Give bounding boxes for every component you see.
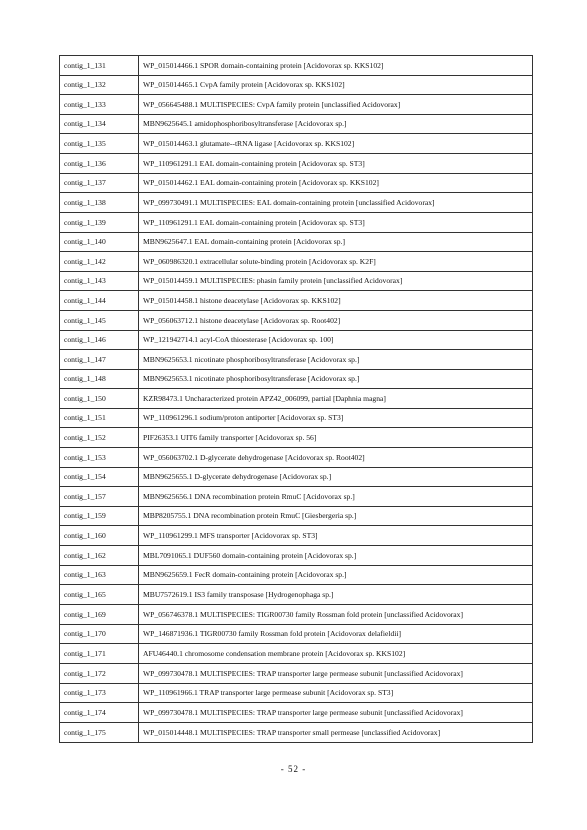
protein-description-cell: MBP8205755.1 DNA recombination protein RmuC [Giesbergeria sp.] — [139, 506, 533, 526]
contig-id-cell: contig_1_137 — [60, 173, 139, 193]
contig-id-cell: contig_1_151 — [60, 408, 139, 428]
contig-id-cell: contig_1_133 — [60, 95, 139, 115]
table-row — [60, 448, 533, 468]
protein-description-cell: MBN9625653.1 nicotinate phosphoribosyltransferase [Acidovorax sp.] — [139, 350, 533, 370]
table-row — [60, 232, 533, 252]
contig-id-cell: contig_1_147 — [60, 350, 139, 370]
contig-id-cell: contig_1_169 — [60, 604, 139, 624]
protein-description-cell: WP_056746378.1 MULTISPECIES: TIGR00730 family Rossman fold protein [unclassified Acidovorax] — [139, 604, 533, 624]
table-row — [60, 75, 533, 95]
table-row — [60, 487, 533, 507]
contig-id-cell: contig_1_140 — [60, 232, 139, 252]
contig-id-cell: contig_1_159 — [60, 506, 139, 526]
table-row — [60, 350, 533, 370]
contig-id-cell: contig_1_157 — [60, 487, 139, 507]
table-row — [60, 173, 533, 193]
contig-id-cell: contig_1_131 — [60, 56, 139, 76]
protein-description-cell: WP_110961291.1 EAL domain-containing protein [Acidovorax sp. ST3] — [139, 153, 533, 173]
table-row — [60, 604, 533, 624]
contig-id-cell: contig_1_148 — [60, 369, 139, 389]
contig-id-cell: contig_1_173 — [60, 683, 139, 703]
table-row — [60, 428, 533, 448]
table-row — [60, 153, 533, 173]
protein-description-cell: WP_015014463.1 glutamate--tRNA ligase [Acidovorax sp. KKS102] — [139, 134, 533, 154]
table-row — [60, 369, 533, 389]
contig-id-cell: contig_1_160 — [60, 526, 139, 546]
table-row — [60, 271, 533, 291]
table-row — [60, 114, 533, 134]
protein-description-cell: WP_015014459.1 MULTISPECIES: phasin family protein [unclassified Acidovorax] — [139, 271, 533, 291]
table-row — [60, 252, 533, 272]
contig-id-cell: contig_1_138 — [60, 193, 139, 213]
protein-description-cell: AFU46440.1 chromosome condensation membrane protein [Acidovorax sp. KKS102] — [139, 644, 533, 664]
protein-description-cell: WP_099730491.1 MULTISPECIES: EAL domain-containing protein [unclassified Acidovorax] — [139, 193, 533, 213]
contig-id-cell: contig_1_153 — [60, 448, 139, 468]
table-row — [60, 310, 533, 330]
contig-id-cell: contig_1_163 — [60, 565, 139, 585]
table-row — [60, 723, 533, 743]
protein-description-cell: WP_110961299.1 MFS transporter [Acidovorax sp. ST3] — [139, 526, 533, 546]
table-row — [60, 389, 533, 409]
table-row — [60, 546, 533, 566]
contig-id-cell: contig_1_174 — [60, 703, 139, 723]
contig-id-cell: contig_1_165 — [60, 585, 139, 605]
protein-description-cell: MBN9625656.1 DNA recombination protein RmuC [Acidovorax sp.] — [139, 487, 533, 507]
contig-id-cell: contig_1_136 — [60, 153, 139, 173]
contig-id-cell: contig_1_145 — [60, 310, 139, 330]
table-row — [60, 291, 533, 311]
contig-id-cell: contig_1_132 — [60, 75, 139, 95]
table-row — [60, 95, 533, 115]
table-body — [60, 56, 533, 743]
table-row — [60, 134, 533, 154]
table-row — [60, 193, 533, 213]
page-number: - 52 - — [280, 764, 307, 774]
table-row — [60, 624, 533, 644]
contig-id-cell: contig_1_150 — [60, 389, 139, 409]
protein-description-cell: MBN9625647.1 EAL domain-containing protein [Acidovorax sp.] — [139, 232, 533, 252]
protein-description-cell: WP_146871936.1 TIGR00730 family Rossman fold protein [Acidovorax delafieldii] — [139, 624, 533, 644]
contig-id-cell: contig_1_154 — [60, 467, 139, 487]
protein-description-cell: MBU7572619.1 IS3 family transposase [Hydrogenophaga sp.] — [139, 585, 533, 605]
protein-description-cell: MBN9625645.1 amidophosphoribosyltransferase [Acidovorax sp.] — [139, 114, 533, 134]
protein-description-cell: WP_056063702.1 D-glycerate dehydrogenase [Acidovorax sp. Root402] — [139, 448, 533, 468]
table-row — [60, 585, 533, 605]
contig-id-cell: contig_1_144 — [60, 291, 139, 311]
protein-description-cell: WP_110961296.1 sodium/proton antiporter [Acidovorax sp. ST3] — [139, 408, 533, 428]
protein-description-cell: WP_056645488.1 MULTISPECIES: CvpA family protein [unclassified Acidovorax] — [139, 95, 533, 115]
protein-description-cell: WP_110961966.1 TRAP transporter large permease subunit [Acidovorax sp. ST3] — [139, 683, 533, 703]
protein-description-cell: WP_015014465.1 CvpA family protein [Acidovorax sp. KKS102] — [139, 75, 533, 95]
contig-id-cell: contig_1_175 — [60, 723, 139, 743]
protein-description-cell: MBN9625655.1 D-glycerate dehydrogenase [Acidovorax sp.] — [139, 467, 533, 487]
table-row — [60, 212, 533, 232]
table-row — [60, 526, 533, 546]
table-row — [60, 506, 533, 526]
protein-description-cell: WP_015014462.1 EAL domain-containing protein [Acidovorax sp. KKS102] — [139, 173, 533, 193]
protein-description-cell: WP_121942714.1 acyl-CoA thioesterase [Acidovorax sp. 100] — [139, 330, 533, 350]
contig-id-cell: contig_1_134 — [60, 114, 139, 134]
contig-id-cell: contig_1_139 — [60, 212, 139, 232]
table-row — [60, 683, 533, 703]
protein-description-cell: KZR98473.1 Uncharacterized protein APZ42_006099, partial [Daphnia magna] — [139, 389, 533, 409]
table-row — [60, 663, 533, 683]
protein-description-cell: PIF26353.1 UIT6 family transporter [Acidovorax sp. 56] — [139, 428, 533, 448]
contig-id-cell: contig_1_146 — [60, 330, 139, 350]
contig-id-cell: contig_1_142 — [60, 252, 139, 272]
protein-description-cell: WP_015014458.1 histone deacetylase [Acidovorax sp. KKS102] — [139, 291, 533, 311]
contig-id-cell: contig_1_171 — [60, 644, 139, 664]
table-row — [60, 56, 533, 76]
contig-id-cell: contig_1_152 — [60, 428, 139, 448]
contig-id-cell: contig_1_135 — [60, 134, 139, 154]
protein-description-cell: WP_056063712.1 histone deacetylase [Acidovorax sp. Root402] — [139, 310, 533, 330]
table-row — [60, 565, 533, 585]
table-row — [60, 467, 533, 487]
protein-description-cell: WP_015014466.1 SPOR domain-containing protein [Acidovorax sp. KKS102] — [139, 56, 533, 76]
protein-description-cell: MBN9625659.1 FecR domain-containing protein [Acidovorax sp.] — [139, 565, 533, 585]
contig-id-cell: contig_1_162 — [60, 546, 139, 566]
contig-id-cell: contig_1_143 — [60, 271, 139, 291]
protein-description-cell: WP_099730478.1 MULTISPECIES: TRAP transporter large permease subunit [unclassified Acidovorax] — [139, 703, 533, 723]
protein-description-cell: MBN9625653.1 nicotinate phosphoribosyltransferase [Acidovorax sp.] — [139, 369, 533, 389]
contig-id-cell: contig_1_172 — [60, 663, 139, 683]
contig-id-cell: contig_1_170 — [60, 624, 139, 644]
table-row — [60, 644, 533, 664]
gene-annotation-table — [59, 55, 533, 743]
protein-description-cell: WP_099730478.1 MULTISPECIES: TRAP transporter large permease subunit [unclassified Acidovorax] — [139, 663, 533, 683]
protein-description-cell: WP_060986320.1 extracellular solute-binding protein [Acidovorax sp. K2F] — [139, 252, 533, 272]
protein-description-cell: WP_110961291.1 EAL domain-containing protein [Acidovorax sp. ST3] — [139, 212, 533, 232]
protein-description-cell: MBL7091065.1 DUF560 domain-containing protein [Acidovorax sp.] — [139, 546, 533, 566]
table-row — [60, 703, 533, 723]
table-row — [60, 330, 533, 350]
table-row — [60, 408, 533, 428]
protein-description-cell: WP_015014448.1 MULTISPECIES: TRAP transporter small permease [unclassified Acidovorax] — [139, 723, 533, 743]
